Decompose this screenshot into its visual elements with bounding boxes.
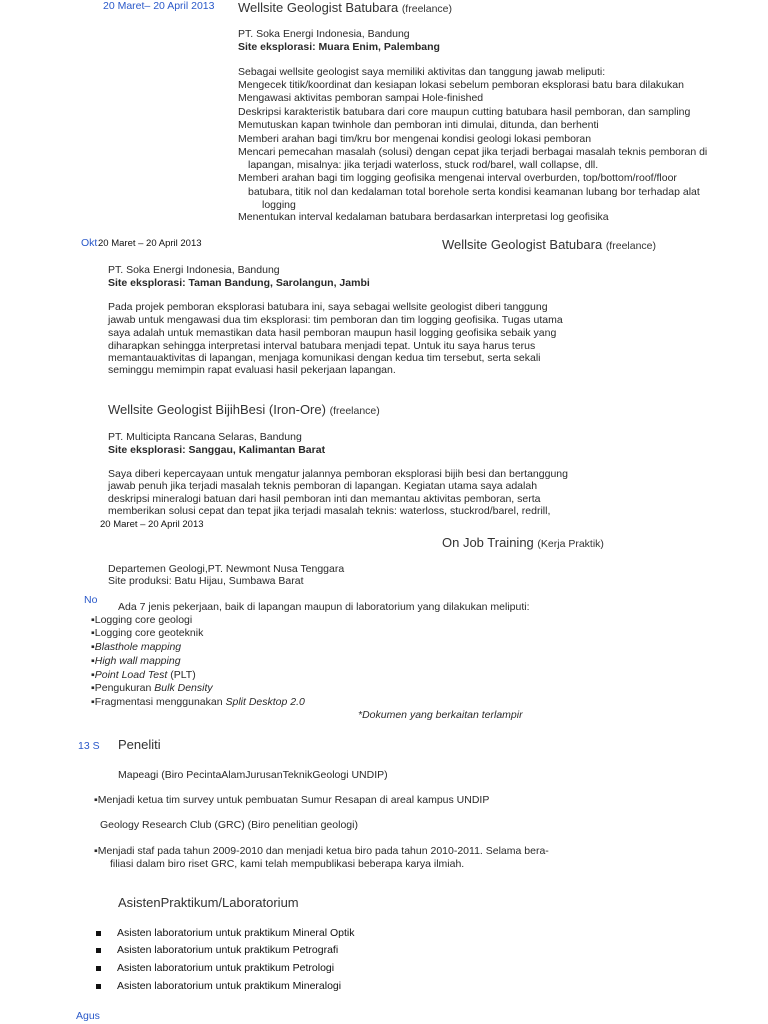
- section-title: Peneliti: [118, 737, 161, 752]
- site-location: Site eksplorasi: Taman Bandung, Sarolangun, Jambi: [108, 277, 370, 289]
- bullet-icon: [96, 984, 101, 989]
- list-item: Asisten laboratorium untuk praktikum Mineral Optik: [117, 927, 355, 939]
- paragraph-line: Saya diberi kepercayaan untuk mengatur jalannya pemboran eksplorasi bijih besi dan bertanggung: [108, 468, 568, 480]
- description-line: batubara, titik nol dan kedalaman total borehole serta kondisi keamanan lubang bor terhadap alat: [248, 186, 700, 198]
- site-location: Site produksi: Batu Hijau, Sumbawa Barat: [108, 575, 304, 587]
- paragraph-line: saya adalah untuk memastikan data hasil pemboran maupun hasil logging geofisika sebaik yang: [108, 327, 557, 339]
- month-label: No: [84, 594, 98, 606]
- paragraph-line: Pada projek pemboran eksplorasi batubara ini, saya sebagai wellsite geologist diberi tanggung: [108, 301, 548, 313]
- month-label: 13 S: [78, 740, 100, 752]
- job-title: Wellsite Geologist Batubara (freelance): [442, 237, 657, 252]
- description-line: lapangan, misalnya: jika terjadi waterloss, stuck rod/barel, wall collapse, dll.: [248, 159, 599, 171]
- paragraph-line: deskripsi mineralogi batuan dari hasil pemboran inti dan memantau aktivitas pemboran, serta: [108, 493, 541, 505]
- list-item: ▪Blasthole mapping: [91, 641, 182, 653]
- list-item: ▪Fragmentasi menggunakan Split Desktop 2.0: [91, 696, 305, 708]
- paragraph-line: memantauaktivitas di lapangan, menjaga komunikasi dengan kedua tim tersebut, serta sekali: [108, 352, 541, 364]
- list-item: ▪Menjadi ketua tim survey untuk pembuatan Sumur Resapan di areal kampus UNDIP: [94, 794, 490, 806]
- date-range: 20 Maret– 20 April 2013: [103, 0, 215, 12]
- list-item: Asisten laboratorium untuk praktikum Petrografi: [117, 944, 339, 956]
- month-label: Agus: [76, 1010, 100, 1022]
- company: PT. Multicipta Rancana Selaras, Bandung: [108, 431, 302, 443]
- description-line: Menentukan interval kedalaman batubara berdasarkan interpretasi log geofisika: [238, 211, 609, 223]
- month-label: Okt: [81, 237, 98, 249]
- job-title: Wellsite Geologist Batubara (freelance): [238, 0, 453, 15]
- date-range: 20 Maret – 20 April 2013: [100, 519, 204, 530]
- site-location: Site eksplorasi: Sanggau, Kalimantan Barat: [108, 444, 326, 456]
- list-item: ▪Point Load Test (PLT): [91, 669, 196, 681]
- list-item: ▪Logging core geologi: [91, 614, 193, 626]
- bullet-icon: [96, 931, 101, 936]
- list-item: Asisten laboratorium untuk praktikum Petrologi: [117, 962, 335, 974]
- list-item: ▪High wall mapping: [91, 655, 181, 667]
- description-line: Memberi arahan bagi tim/kru bor mengenai kondisi geologi lokasi pemboran: [238, 133, 592, 145]
- paragraph-line: jawab untuk mengawasi dua tim eksplorasi: tim pemboran dan tim logging geofisika. Tugas utama: [108, 314, 563, 326]
- description-line: Mengawasi aktivitas pemboran sampai Hole-finished: [238, 92, 484, 104]
- list-item-continuation: filiasi dalam biro riset GRC, kami telah mempublikasi beberapa karya ilmiah.: [110, 858, 465, 870]
- paragraph-line: memberikan solusi cepat dan tepat jika terjadi masalah teknis: waterloss, stuckrod/barel, redrill,: [108, 505, 551, 517]
- description-line: logging: [262, 199, 296, 211]
- list-item: ▪Pengukuran Bulk Density: [91, 682, 213, 694]
- organization: Geology Research Club (GRC) (Biro penelitian geologi): [100, 819, 358, 831]
- company: PT. Soka Energi Indonesia, Bandung: [108, 264, 280, 276]
- intro-text: Ada 7 jenis pekerjaan, baik di lapangan maupun di laboratorium yang dilakukan meliputi:: [118, 601, 530, 613]
- job-title: On Job Training (Kerja Praktik): [442, 535, 604, 550]
- list-item: ▪Menjadi staf pada tahun 2009-2010 dan menjadi ketua biro pada tahun 2010-2011. Selama bera-: [94, 845, 549, 857]
- date-range: 20 Maret – 20 April 2013: [98, 238, 202, 249]
- company: Departemen Geologi,PT. Newmont Nusa Tenggara: [108, 563, 345, 575]
- paragraph-line: jawab penuh jika terjadi masalah teknis pemboran di lapangan. Kegiatan utama saya adalah: [108, 480, 538, 492]
- bullet-icon: [96, 948, 101, 953]
- bullet-icon: [96, 966, 101, 971]
- attachment-note: *Dokumen yang berkaitan terlampir: [358, 709, 523, 721]
- section-title: AsistenPraktikum/Laboratorium: [118, 895, 299, 910]
- description-line: Sebagai wellsite geologist saya memiliki aktivitas dan tanggung jawab meliputi:: [238, 66, 606, 78]
- description-line: Mencari pemecahan masalah (solusi) dengan cepat jika terjadi berbagai masalah teknis pemboran di: [238, 146, 708, 158]
- description-line: Memutuskan kapan twinhole dan pemboran inti dimulai, ditunda, dan berhenti: [238, 119, 599, 131]
- company: PT. Soka Energi Indonesia, Bandung: [238, 28, 410, 40]
- site-location: Site eksplorasi: Muara Enim, Palembang: [238, 41, 440, 53]
- job-title: Wellsite Geologist BijihBesi (Iron-Ore) (freelance): [108, 402, 380, 417]
- list-item: Asisten laboratorium untuk praktikum Mineralogi: [117, 980, 342, 992]
- description-line: Deskripsi karakteristik batubara dari core maupun cutting batubara hasil pemboran, dan sampling: [238, 106, 691, 118]
- organization: Mapeagi (Biro PecintaAlamJurusanTeknikGeologi UNDIP): [118, 769, 388, 781]
- description-line: Memberi arahan bagi tim logging geofisika mengenai interval overburden, top/bottom/roof/floor: [238, 172, 677, 184]
- description-line: Mengecek titik/koordinat dan kesiapan lokasi sebelum pemboran eksplorasi batu bara dilakukan: [238, 79, 684, 91]
- list-item: ▪Logging core geoteknik: [91, 627, 204, 639]
- paragraph-line: diharapkan sehingga interpretasi interval batubara menjadi tepat. Untuk itu saya harus terus: [108, 340, 536, 352]
- paragraph-line: seminggu memimpin rapat evaluasi hasil pekerjaan lapangan.: [108, 364, 396, 376]
